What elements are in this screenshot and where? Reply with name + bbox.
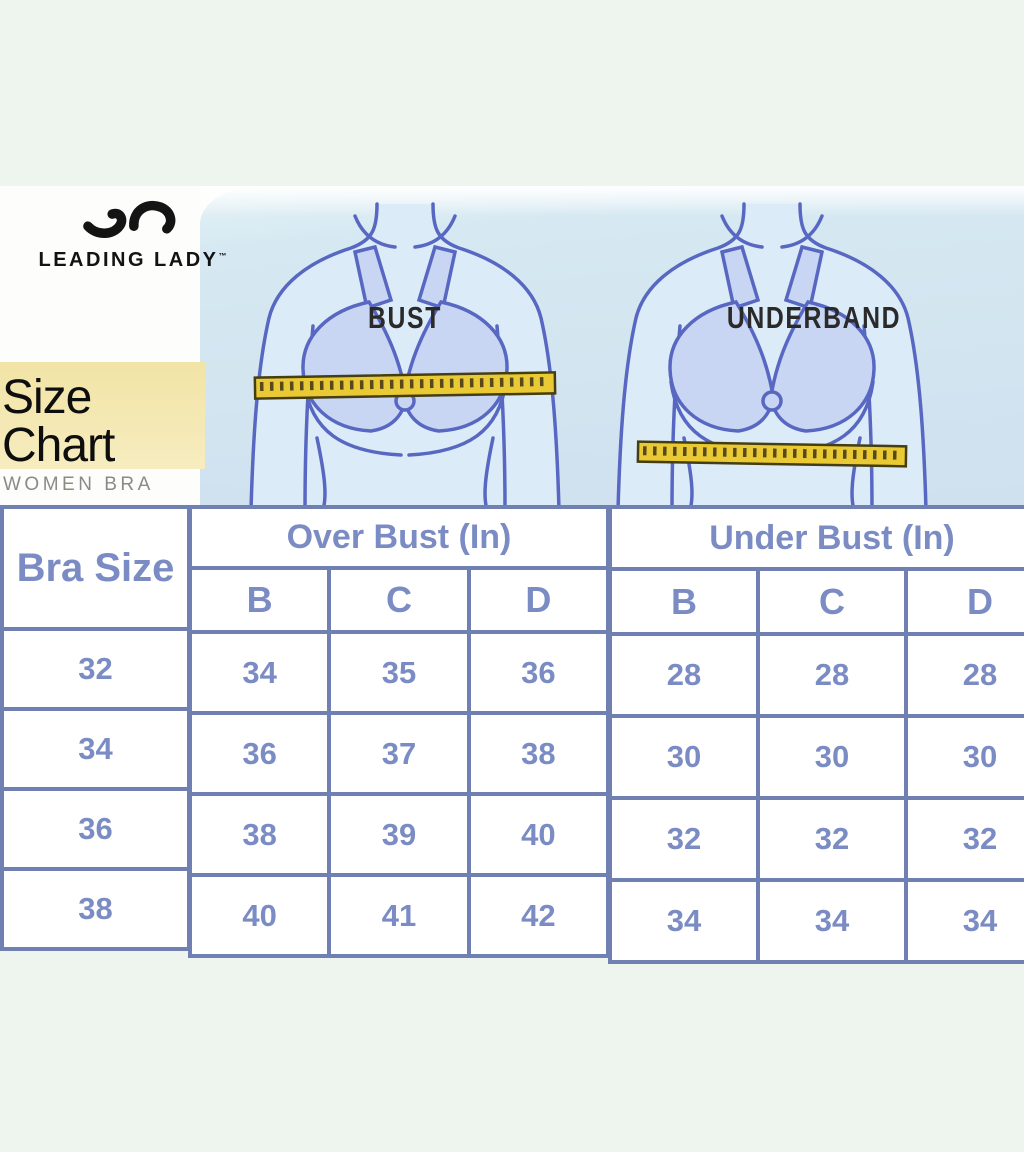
under-bust-cell: 32: [760, 800, 904, 878]
underband-torso-drawing: [572, 200, 972, 510]
over-bust-table: [188, 505, 610, 958]
measuring-tape-bust: [255, 372, 555, 398]
over-bust-cell: 34: [192, 634, 327, 711]
over-bust-header: Over Bust (In): [192, 509, 606, 566]
bust-figure-illustration: [205, 200, 605, 510]
bra-size-table: [0, 505, 191, 951]
over-bust-cell: 38: [471, 715, 606, 792]
over-bust-cell: 40: [192, 877, 327, 954]
over-bust-cell: 37: [331, 715, 466, 792]
brand-name: LEADING LADY: [38, 249, 219, 271]
over-bust-cell: 39: [331, 796, 466, 873]
measuring-tape-underband: [638, 442, 906, 467]
under-bust-cell: 32: [908, 800, 1024, 878]
under-bust-table: [608, 505, 1024, 964]
page-subtitle: WOMEN BRA: [3, 474, 154, 495]
under-bust-cell: 30: [760, 718, 904, 796]
bra-size-cell: 38: [4, 871, 187, 947]
cup-header-b: B: [612, 571, 756, 632]
bust-label: BUST: [368, 300, 442, 335]
trademark-symbol: ™: [218, 251, 227, 261]
over-bust-cell: 36: [192, 715, 327, 792]
over-bust-cell: 42: [471, 877, 606, 954]
underband-figure-illustration: [572, 200, 972, 510]
cup-header-d: D: [908, 571, 1024, 632]
page-title: Size Chart: [2, 371, 115, 472]
cup-header-d: D: [471, 570, 606, 630]
under-bust-cell: 30: [612, 718, 756, 796]
bra-size-cell: 34: [4, 711, 187, 787]
over-bust-cell: 38: [192, 796, 327, 873]
under-bust-header: Under Bust (In): [612, 509, 1024, 567]
under-bust-cell: 32: [612, 800, 756, 878]
over-bust-cell: 40: [471, 796, 606, 873]
bra-size-cell: 32: [4, 631, 187, 707]
under-bust-cell: 28: [908, 636, 1024, 714]
leading-lady-logo-icon: [81, 196, 185, 246]
under-bust-cell: 28: [612, 636, 756, 714]
cup-header-c: C: [760, 571, 904, 632]
cup-header-c: C: [331, 570, 466, 630]
over-bust-cell: 35: [331, 634, 466, 711]
cup-header-b: B: [192, 570, 327, 630]
bra-size-cell: 36: [4, 791, 187, 867]
under-bust-cell: 34: [760, 882, 904, 960]
bra-size-header: Bra Size: [4, 509, 187, 627]
under-bust-cell: 28: [760, 636, 904, 714]
under-bust-cell: 34: [908, 882, 1024, 960]
over-bust-cell: 36: [471, 634, 606, 711]
under-bust-cell: 30: [908, 718, 1024, 796]
underband-label: UNDERBAND: [726, 300, 902, 335]
title-highlight: [0, 362, 205, 495]
over-bust-cell: 41: [331, 877, 466, 954]
bust-torso-drawing: [205, 200, 605, 510]
under-bust-cell: 34: [612, 882, 756, 960]
